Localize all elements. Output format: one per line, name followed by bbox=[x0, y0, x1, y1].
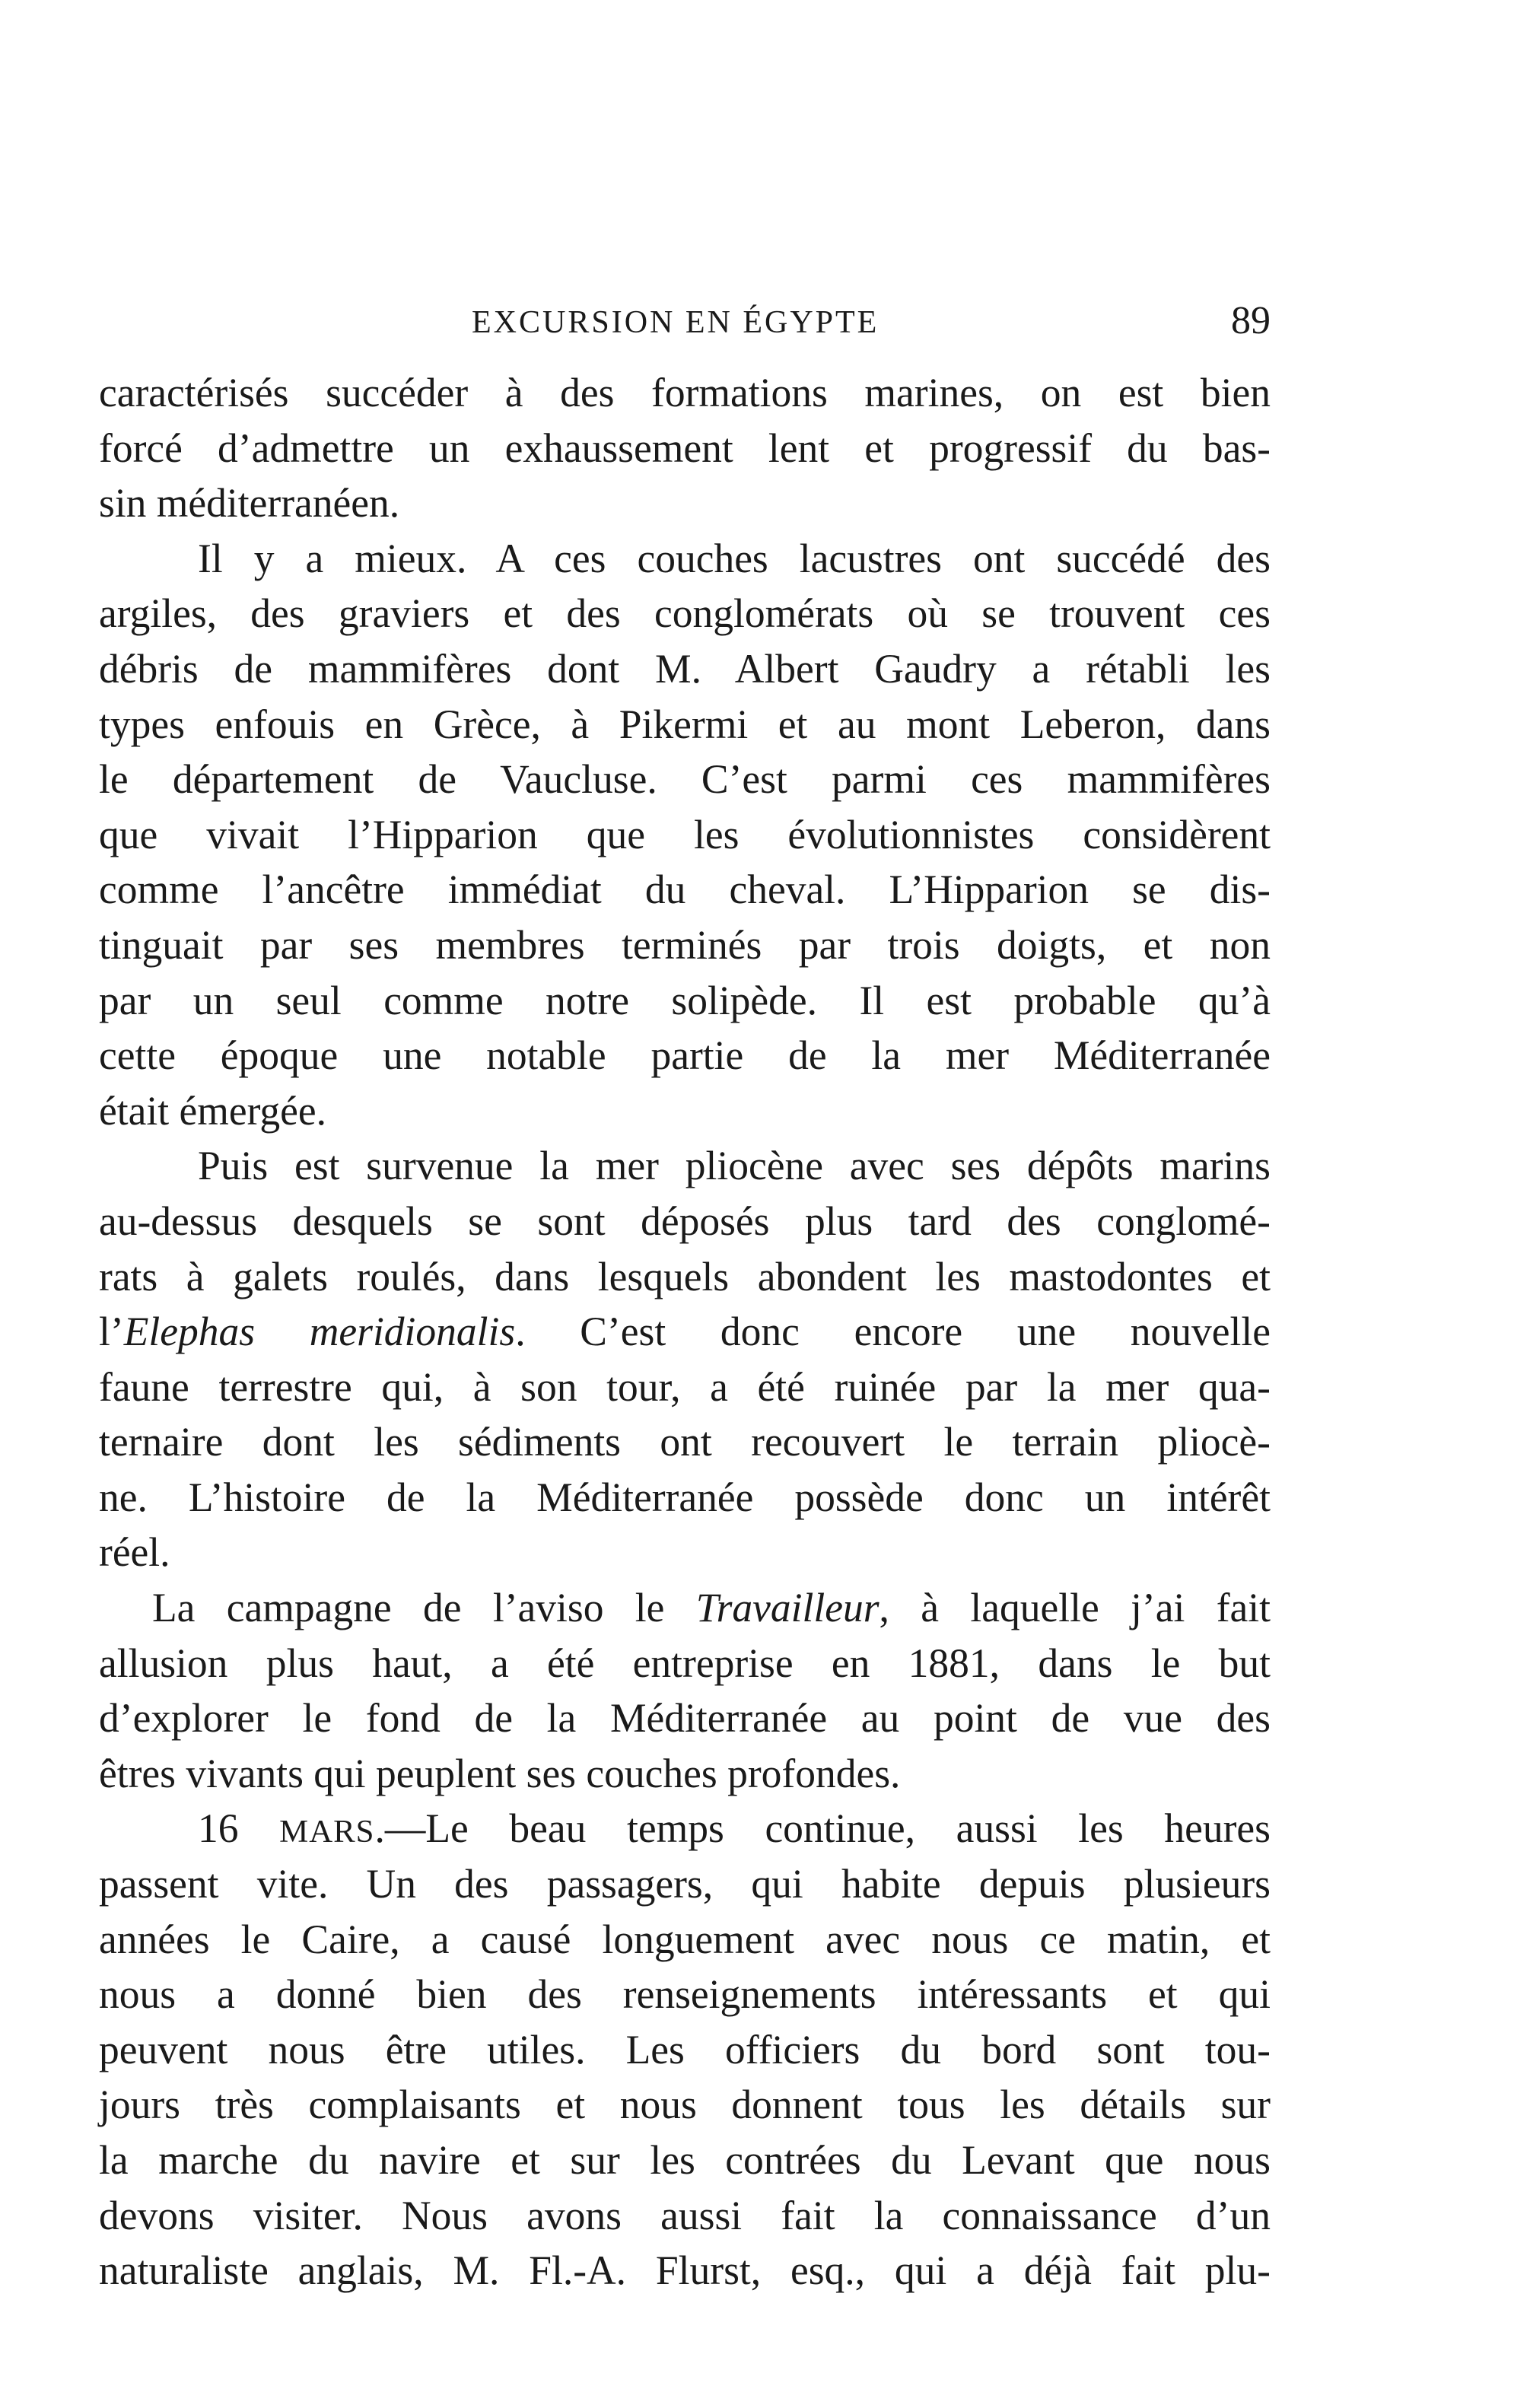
text-line: sin méditerranéen. bbox=[99, 480, 400, 526]
text-segment: 16 bbox=[198, 1805, 280, 1852]
text-line: nous a donné bien des renseignements intéressants et qui bbox=[99, 1971, 1271, 2018]
body-text bbox=[99, 365, 1271, 2298]
text-line: devons visiter. Nous avons aussi fait la connaissance d’un bbox=[99, 2192, 1271, 2238]
running-title: EXCURSION EN ÉGYPTE bbox=[472, 305, 880, 340]
text-line bbox=[99, 1580, 1271, 1636]
text-line: ne. L’histoire de la Méditerranée possède donc un intérêt bbox=[99, 1474, 1271, 1520]
text-segment: La campagne de l’aviso le bbox=[152, 1585, 696, 1631]
page-number: 89 bbox=[1231, 299, 1271, 342]
text-line: jours très complaisants et nous donnent tous les détails sur bbox=[99, 2082, 1271, 2128]
text-line: d’explorer le fond de la Méditerranée au point de vue des bbox=[99, 1695, 1271, 1742]
text-line: années le Caire, a causé longuement avec nous ce matin, et bbox=[99, 1916, 1271, 1962]
text-line: argiles, des graviers et des conglomérats où se trouvent ces bbox=[99, 590, 1271, 637]
italic-text: Elephas meridionalis bbox=[123, 1309, 516, 1355]
text-line: débris de mammifères dont M. Albert Gaudry a rétabli les bbox=[99, 645, 1271, 692]
text-line: tinguait par ses membres terminés par trois doigts, et non bbox=[99, 921, 1271, 968]
text-segment: . C’est donc encore une nouvelle bbox=[515, 1309, 1271, 1355]
text-line: cette époque une notable partie de la mer Méditerranée bbox=[99, 1032, 1271, 1079]
text-line: ternaire dont les sédiments ont recouvert le terrain pliocè- bbox=[99, 1419, 1271, 1465]
text-line: Puis est survenue la mer pliocène avec ses dépôts marins bbox=[198, 1143, 1271, 1189]
text-line: types enfouis en Grèce, à Pikermi et au mont Leberon, dans bbox=[99, 701, 1271, 747]
text-line: par un seul comme notre solipède. Il est probable qu’à bbox=[99, 977, 1271, 1023]
text-line: réel. bbox=[99, 1529, 170, 1576]
text-line: peuvent nous être utiles. Les officiers du bord sont tou- bbox=[99, 2026, 1271, 2072]
text-line: caractérisés succéder à des formations marines, on est bien bbox=[99, 370, 1271, 415]
text-line: que vivait l’Hipparion que les évolutionnistes considèrent bbox=[99, 811, 1271, 857]
smallcaps-text: MARS bbox=[279, 1814, 375, 1850]
text-line: passent vite. Un des passagers, qui habite depuis plusieurs bbox=[99, 1861, 1271, 1907]
text-line: êtres vivants qui peuplent ses couches profondes. bbox=[99, 1750, 901, 1796]
text-line: comme l’ancêtre immédiat du cheval. L’Hipparion se dis- bbox=[99, 867, 1271, 913]
text-line bbox=[99, 1304, 1271, 1360]
italic-text: Travailleur bbox=[695, 1585, 880, 1631]
text-line: faune terrestre qui, à son tour, a été ruinée par la mer qua- bbox=[99, 1363, 1271, 1410]
text-line: la marche du navire et sur les contrées du Levant que nous bbox=[99, 2137, 1271, 2183]
text-line: allusion plus haut, a été entreprise en 1881, dans le but bbox=[99, 1640, 1271, 1686]
text-line: forcé d’admettre un exhaussement lent et progressif du bas- bbox=[99, 425, 1271, 471]
text-line bbox=[99, 1801, 1271, 1856]
text-line: était émergée. bbox=[99, 1087, 327, 1134]
text-segment: l’ bbox=[99, 1309, 124, 1355]
text-line: au-dessus desquels se sont déposés plus tard des conglomé- bbox=[99, 1198, 1271, 1244]
text-segment: , à laquelle j’ai fait bbox=[879, 1585, 1271, 1631]
text-line: le département de Vaucluse. C’est parmi ces mammifères bbox=[99, 756, 1271, 803]
text-line: Il y a mieux. A ces couches lacustres ont succédé des bbox=[198, 535, 1271, 581]
page-header bbox=[99, 298, 1271, 351]
text-line: rats à galets roulés, dans lesquels abondent les mastodontes et bbox=[99, 1253, 1271, 1299]
text-segment: .—Le beau temps continue, aussi les heures bbox=[374, 1805, 1271, 1852]
text-line: naturaliste anglais, M. Fl.-A. Flurst, esq., qui a déjà fait plu- bbox=[99, 2247, 1271, 2294]
